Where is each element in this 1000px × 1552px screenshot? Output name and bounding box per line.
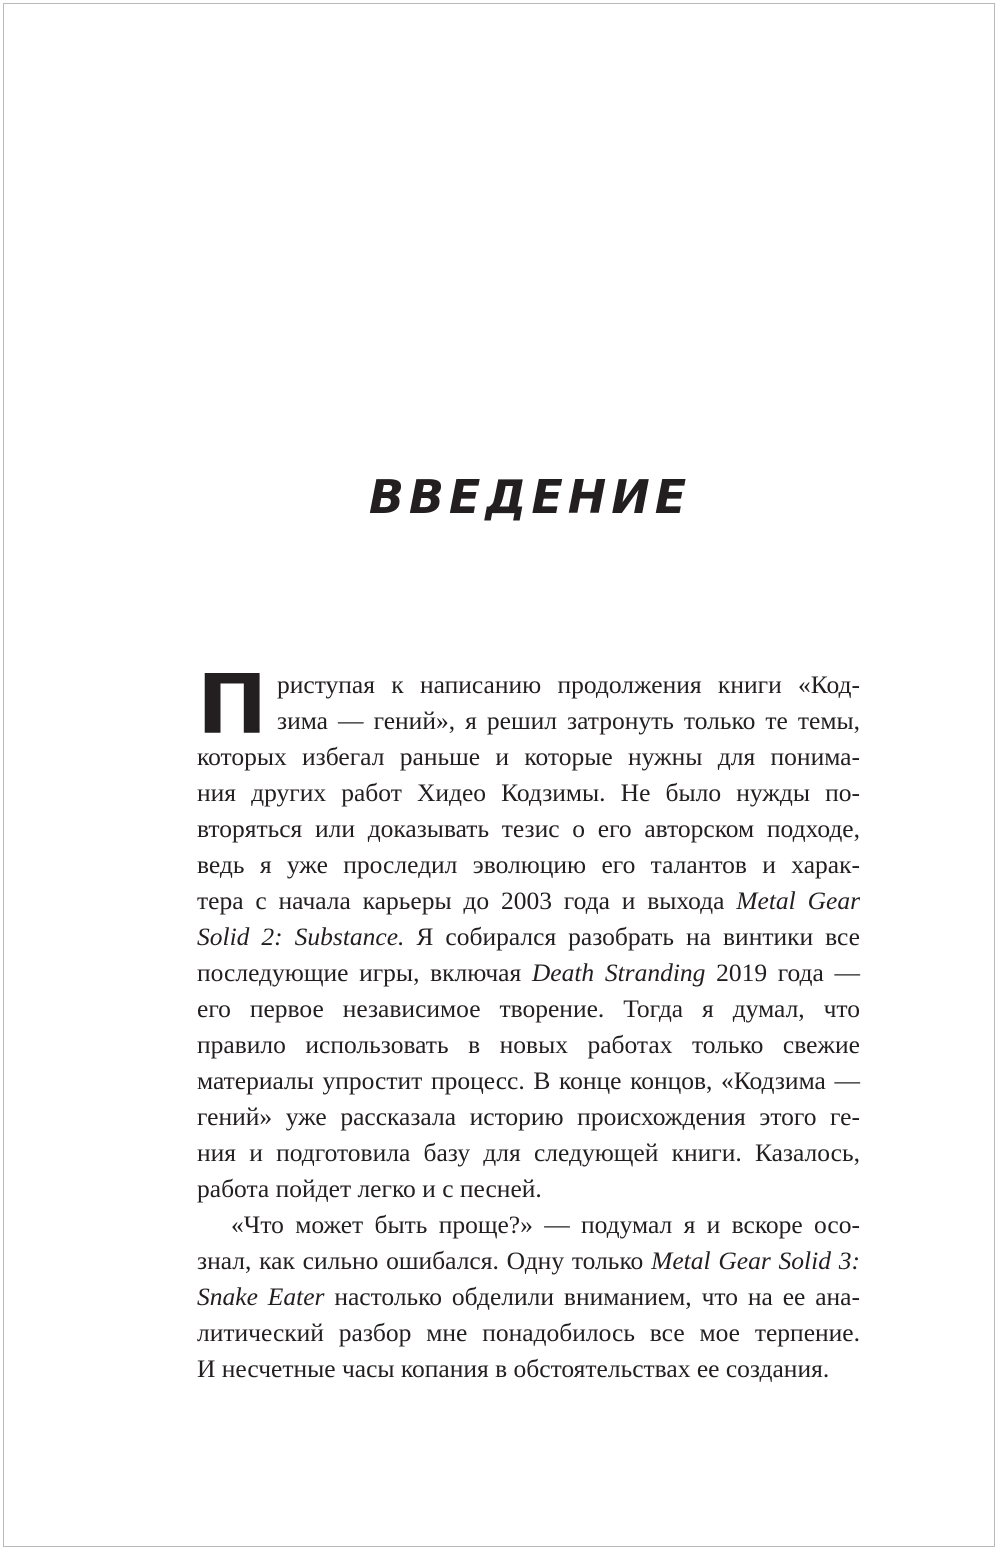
text-line: И несчетные часы копания в обстоятельствах ее создания. [197,1354,830,1383]
text-segment: знал, как сильно ошибался. Одну только [197,1246,644,1275]
text-line: его первое независимое творение. Тогда я думал, что [197,994,860,1023]
text-line: работа пойдет легко и с песней. [197,1174,542,1203]
text-line [197,1243,860,1279]
title-italic: Metal Gear [736,886,860,915]
text-line [197,883,860,919]
text-line: зима — гений», я решил затронуть только те темы, [277,706,860,735]
text-line: литический разбор мне понадобилось все мое терпение. [197,1318,860,1347]
title-italic: Death Stranding [531,958,706,987]
text-line: ведь я уже проследил эволюцию его талантов и харак- [197,850,860,879]
text-line: ния других работ Хидео Кодзимы. Не было нужды по- [197,778,860,807]
text-segment: последующие игры, включая [197,958,522,987]
text-segment: 2019 года — [705,958,860,987]
title-italic: Metal Gear Solid 3: [651,1246,861,1275]
text-line: гений» уже рассказала историю происхождения этого ге- [197,1102,860,1131]
text-line: правило использовать в новых работах только свежие [197,1030,860,1059]
text-line: риступая к написанию продолжения книги «Код- [277,670,860,699]
text-line: вторяться или доказывать тезис о его авторском подходе, [197,814,860,843]
title-italic: Solid 2: Substance. [197,922,405,951]
text-line: ния и подготовила базу для следующей книги. Казалось, [197,1138,860,1167]
text-segment: настолько обделили вниманием, что на ее ана- [324,1282,860,1311]
text-line: материалы упростит процесс. В конце концов, «Кодзима — [197,1066,860,1095]
text-segment: Я собирался разобрать на винтики все [404,922,860,951]
text-line [197,1279,860,1315]
text-segment: тера с начала карьеры до 2003 года и выхода [197,886,725,915]
chapter-title: ВВЕДЕНИЕ [368,470,692,524]
text-line [197,955,860,991]
body-text [197,667,860,1387]
title-italic: Snake Eater [197,1282,325,1311]
text-line: которых избегал раньше и которые нужны для понима- [197,742,860,771]
text-line: «Что может быть проще?» — подумал я и вскоре осо- [231,1210,860,1239]
drop-cap [197,673,273,735]
text-line [197,919,860,955]
drop-cap-letter: П [197,673,268,735]
